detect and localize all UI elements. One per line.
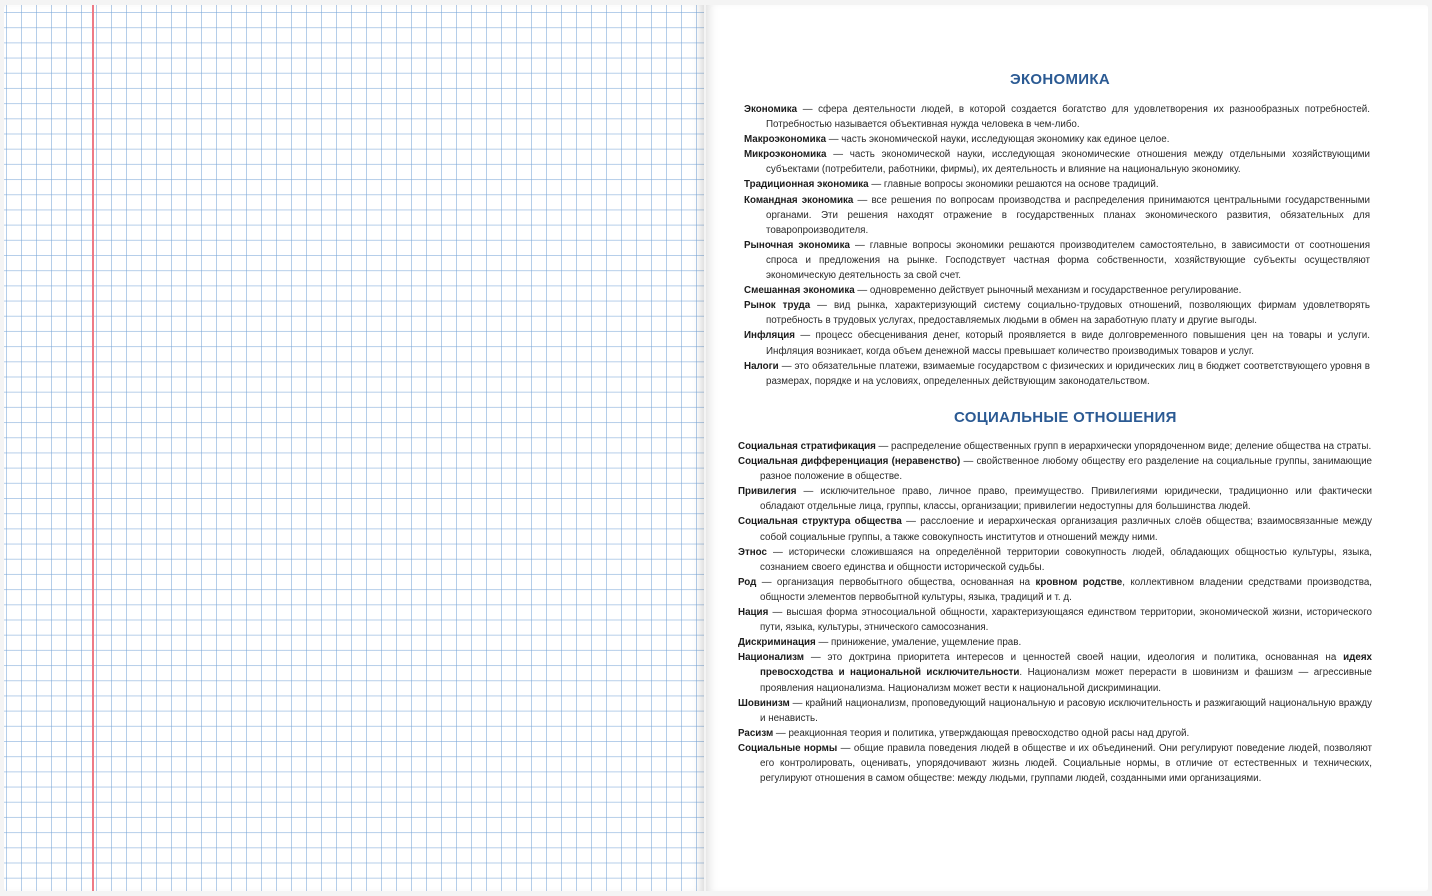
- definition-term: Этнос: [738, 546, 767, 558]
- definition-term: Смешанная экономика: [744, 285, 855, 297]
- definition-entry: [738, 439, 1372, 454]
- margin-line: [92, 5, 94, 891]
- definition-text: — главные вопросы экономики решаются на основе традиций.: [868, 179, 1159, 191]
- definition-text: — сфера деятельности людей, в которой создается богатство для удовлетворения их разнообразных потребностей. Потребностью называется объективная нужда человека в чем-либо.: [766, 104, 1370, 131]
- definition-text: — часть экономической науки, исследующая экономику как единое целое.: [826, 134, 1170, 146]
- definition-term: Социальные нормы: [738, 742, 838, 754]
- definition-entry: [744, 193, 1370, 238]
- definition-text: — это обязательные платежи, взимаемые государством с физических и юридических лиц в бюджет соответствующего уровня в размерах, порядке и на условиях, определенных действующим законодательством.: [766, 360, 1370, 387]
- definition-term: Традиционная экономика: [744, 179, 869, 191]
- definition-entry: [738, 696, 1372, 726]
- definition-entry: [738, 741, 1372, 786]
- definition-entry: [744, 147, 1370, 177]
- definition-entry: [744, 238, 1370, 283]
- definition-entry: [744, 328, 1370, 358]
- economics-title: ЭКОНОМИКА: [1010, 71, 1110, 88]
- definition-term: Микроэкономика: [744, 149, 827, 161]
- definition-term: Национализм: [738, 652, 805, 664]
- definition-entry: [738, 650, 1372, 695]
- definition-text: — принижение, умаление, ущемление прав.: [815, 637, 1022, 649]
- definition-entry: [738, 484, 1372, 514]
- economics-definitions: [744, 102, 1370, 389]
- definition-emphasis: идеях превосходства и национальной исключительности: [760, 652, 1372, 679]
- definition-text: — расслоение и иерархическая организация различных слоёв общества; взаимосвязанные между собой социальные группы, а также совокупность институтов и отношений между ними.: [760, 516, 1372, 543]
- definition-text: — процесс обесценивания денег, который проявляется в виде долговременного повышения цен на товары и услуги. Инфляция возникает, когда объем денежной массы превышает количество производимых товаров и услуг.: [766, 330, 1370, 357]
- definition-entry: [738, 454, 1372, 484]
- definition-text: — одновременно действует рыночный механизм и государственное регулирование.: [854, 285, 1242, 297]
- social-title: СОЦИАЛЬНЫЕ ОТНОШЕНИЯ: [954, 409, 1177, 426]
- definition-term: Род: [738, 576, 757, 588]
- definition-entry: [744, 102, 1370, 132]
- definition-entry: [738, 545, 1372, 575]
- definition-text: . Национализм может перерасти в шовинизм и фашизм — агрессивные проявления национализма. Национализм может вести к национальной дискриминации.: [760, 667, 1373, 694]
- definition-entry: [738, 726, 1372, 741]
- definition-text: — организация первобытного общества, основанная на: [756, 576, 1036, 588]
- definition-term: Шовинизм: [738, 697, 790, 709]
- definition-entry: [738, 514, 1372, 544]
- definition-term: Социальная структура общества: [738, 516, 902, 528]
- definition-term: Макроэкономика: [744, 134, 827, 146]
- definition-text: — часть экономической науки, исследующая экономические отношения между отдельными хозяйствующими субъектами (потребители, работники, фирмы), их деятельность и влияние на национальную экономику.: [766, 149, 1370, 176]
- definition-entry: [738, 575, 1372, 605]
- definition-term: Командная экономика: [744, 194, 854, 206]
- definition-term: Дискриминация: [738, 637, 816, 649]
- definition-text: , коллективном владении средствами производства, общности элементов первобытной культуры, языка, традиций и т. д.: [760, 576, 1373, 603]
- definition-entry: [738, 635, 1372, 650]
- definition-text: — исключительное право, личное право, преимущество. Привилегиями юридически, традиционно или фактически обладают отдельные лица, группы, классы, организации; привилегии недоступны для большинства людей.: [760, 486, 1372, 513]
- definition-term: Рыночная экономика: [744, 239, 850, 251]
- definition-term: Привилегия: [738, 486, 797, 498]
- definition-text: — вид рынка, характеризующий систему социально-трудовых отношений, позволяющих фирмам удовлетворять потребность в трудовых услугах, предоставляемых людьми в обмен на заработную плату и другие выгоды.: [766, 300, 1370, 327]
- definition-text: — распределение общественных групп в иерархически упорядоченном виде; деление общества на страты.: [875, 441, 1372, 452]
- definition-term: Рынок труда: [744, 300, 811, 312]
- definition-entry: [744, 298, 1370, 328]
- definition-entry: [744, 177, 1370, 192]
- definition-term: Экономика: [744, 104, 798, 115]
- definition-term: Социальная стратификация: [738, 441, 876, 452]
- definition-emphasis: кровном родстве: [1035, 576, 1123, 588]
- grid-page: [4, 5, 704, 891]
- definition-term: Налоги: [744, 360, 779, 372]
- definition-text: — главные вопросы экономики решаются производителем самостоятельно, в зависимости от соотношения спроса и предложения на рынке. Господствует частная форма собственности, хозяйствующие субъекты осуществляют экономическую деятельность за свой счет.: [766, 239, 1371, 282]
- definition-entry: [744, 132, 1370, 147]
- definition-term: Нация: [738, 607, 769, 619]
- definition-text: — высшая форма этносоциальной общности, характеризующаяся единством территории, экономической жизни, исторического пути, языка, культуры, этнического самосознания.: [760, 607, 1372, 634]
- definition-text: — крайний национализм, проповедующий национальную и расовую исключительность и разжигающий национальную вражду и ненависть.: [760, 697, 1372, 724]
- definition-term: Инфляция: [744, 330, 795, 342]
- definition-text: — свойственное любому обществу его разделение на социальные группы, занимающие разное положение в обществе.: [760, 456, 1373, 483]
- definition-text: — исторически сложившаяся на определённой территории совокупность людей, обладающих общностью культуры, языка, сознанием своего единства и общности исторической судьбы.: [760, 546, 1372, 573]
- definition-text: — общие правила поведения людей в обществе и их объединений. Они регулируют поведение людей, позволяют его контролировать, оценивать, упорядочивают жизнь людей. Социальные нормы, в отличие от естественных и технических, регулируют отношения в самом обществе: между людьми, группами людей, созданными ими организациями.: [760, 742, 1372, 785]
- definition-entry: [738, 605, 1372, 635]
- social-definitions: [738, 439, 1372, 786]
- definition-entry: [744, 283, 1370, 298]
- definition-text: — все решения по вопросам производства и распределения принимаются центральными государственными органами. Эти решения находят отражение в государственных планах экономического развития, обязательных для товаропроизводителя.: [766, 194, 1370, 236]
- reference-page: [706, 5, 1428, 891]
- definition-entry: [744, 359, 1370, 389]
- definition-term: Расизм: [738, 727, 774, 739]
- definition-text: — реакционная теория и политика, утверждающая превосходство одной расы над другой.: [773, 727, 1190, 739]
- definition-text: — это доктрина приоритета интересов и ценностей своей нации, идеология и политика, основанная на: [804, 652, 1344, 664]
- definition-term: Социальная дифференциация (неравенство): [738, 456, 961, 468]
